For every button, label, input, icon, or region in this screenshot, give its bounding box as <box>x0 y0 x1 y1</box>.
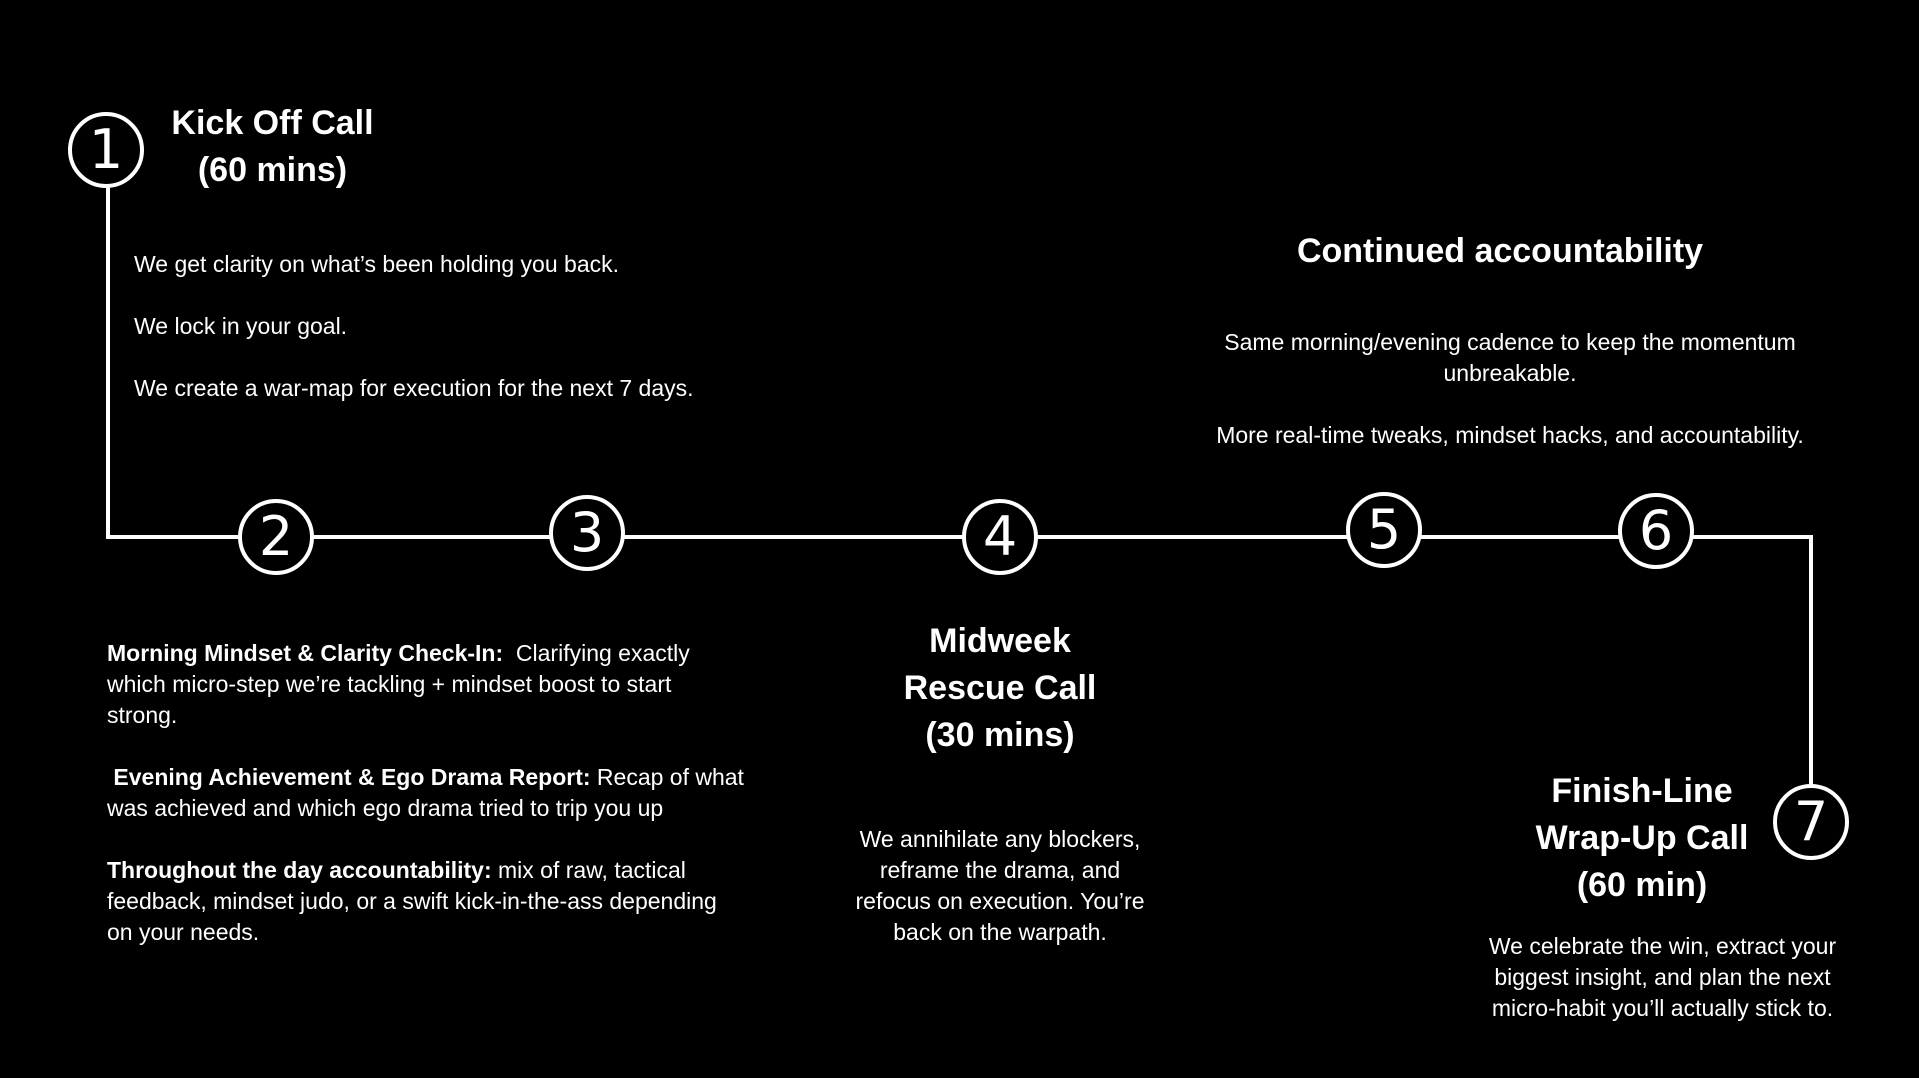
evening-text: Recap of what was achieved and which ego drama tried to trip you up <box>107 764 744 821</box>
step-4-circle: 4 <box>962 499 1038 575</box>
finish-title-line3: (60 min) <box>1576 866 1708 904</box>
step-5-circle: 5 <box>1346 492 1422 568</box>
continued-item-1: Same morning/evening cadence to keep the momentum unbreakable. <box>1224 329 1796 386</box>
throughout-text: mix of raw, tactical feedback, mindset judo, or a swift kick-in-the-ass depending on your needs. <box>107 857 717 945</box>
continued-item-2: More real-time tweaks, mindset hacks, and accountability. <box>1216 422 1804 448</box>
kickoff-item-1: We get clarity on what’s been holding you back. <box>134 251 619 277</box>
evening-label: Evening Achievement & Ego Drama Report: <box>113 764 591 790</box>
throughout-label: Throughout the day accountability: <box>107 857 492 883</box>
midweek-title-line3: (30 mins) <box>925 716 1075 754</box>
morning-checkin <box>107 638 747 731</box>
kickoff-description <box>134 249 774 404</box>
daily-checkins <box>107 638 747 948</box>
morning-text: Clarifying exactly which micro-step we’re tackling + mindset boost to start strong. <box>107 640 690 728</box>
kickoff-item-3: We create a war-map for execution for the next 7 days. <box>134 375 694 401</box>
kickoff-title-line2: (60 mins) <box>197 151 348 189</box>
kickoff-item-2: We lock in your goal. <box>134 313 348 339</box>
finish-title-line2: Wrap-Up Call <box>1535 819 1749 857</box>
midweek-title-line1: Midweek <box>929 622 1071 660</box>
continued-title: Continued accountability <box>1296 232 1704 270</box>
continued-description <box>1190 327 1830 451</box>
evening-report <box>107 762 747 824</box>
step-7-circle: 7 <box>1773 784 1849 860</box>
finish-title-line1: Finish-Line <box>1551 772 1733 810</box>
step-1-circle: 1 <box>68 112 144 188</box>
throughout-accountability <box>107 855 747 948</box>
morning-label: Morning Mindset & Clarity Check-In: <box>107 640 504 666</box>
step-3-circle: 3 <box>549 495 625 571</box>
kickoff-title-line1: Kick Off Call <box>171 104 374 142</box>
midweek-title-line2: Rescue Call <box>903 669 1097 707</box>
kickoff-title <box>160 100 385 194</box>
midweek-title <box>850 618 1150 759</box>
step-2-circle: 2 <box>238 499 314 575</box>
step-6-circle: 6 <box>1618 493 1694 569</box>
finish-description: We celebrate the win, extract your biggest insight, and plan the next micro-habit you’ll actually stick to. <box>1488 933 1837 1021</box>
finish-title <box>1500 768 1784 909</box>
midweek-description: We annihilate any blockers, reframe the drama, and refocus on execution. You’re back on the warpath. <box>855 826 1145 945</box>
